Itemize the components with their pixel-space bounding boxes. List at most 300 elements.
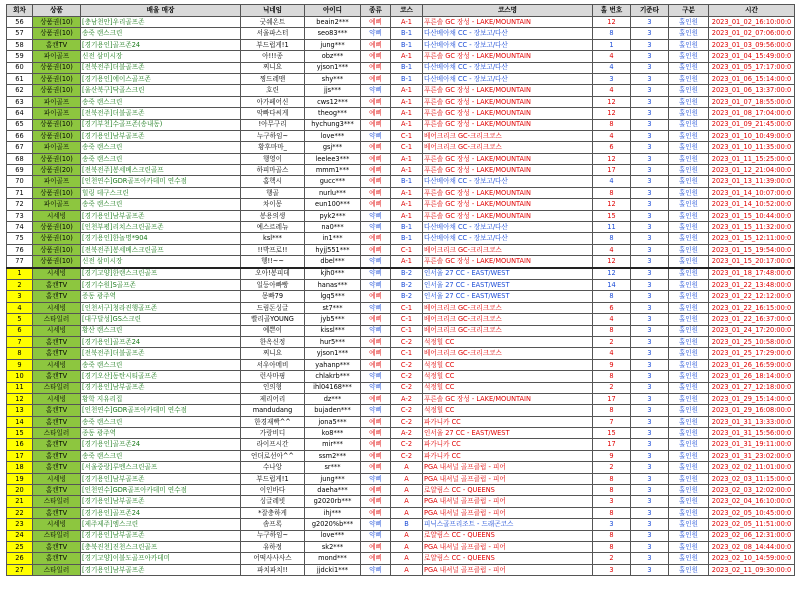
cell-course: A [391, 541, 423, 552]
cell-nickname: 런사마핑 [241, 371, 305, 382]
cell-time: 2023_01_15_12:11:00:0 [709, 233, 795, 244]
cell-course-name: PGA 내셔널 골프클럽 - 피어 [423, 496, 593, 507]
cell-user-id: seo83*** [305, 28, 361, 39]
cell-category: 홀인원 [669, 108, 709, 119]
cell-par: 3 [631, 268, 669, 280]
cell-product: 스타일러 [33, 314, 81, 325]
cell-course: A [391, 530, 423, 541]
cell-par: 3 [631, 348, 669, 359]
cell-hole-number: 12 [593, 108, 631, 119]
cell-par: 3 [631, 108, 669, 119]
cell-course: A [391, 496, 423, 507]
cell-nickname: 누구하임~ [241, 130, 305, 141]
cell-time: 2023_01_02_07:06:00:0 [709, 28, 795, 39]
cell-course: C-2 [391, 382, 423, 393]
cell-course-name: 푸른솔 GC 장성 - LAKE/MOUNTAIN [423, 165, 593, 176]
cell-user-id: obz*** [305, 51, 361, 62]
cell-par: 3 [631, 17, 669, 28]
cell-time: 2023_01_10_11:35:00:0 [709, 142, 795, 153]
cell-hole-number: 3 [593, 564, 631, 575]
cell-store: [인천부평]리치스크린골프존 [81, 222, 241, 233]
cell-time: 2023_01_26_18:14:00:0 [709, 371, 795, 382]
header-par: 기준타 [631, 5, 669, 17]
cell-nickname: 봉용의생 [241, 210, 305, 221]
cell-round: 67 [7, 142, 33, 153]
cell-category: 홀인원 [669, 62, 709, 73]
cell-category: 홀인원 [669, 244, 709, 255]
table-row [7, 416, 795, 427]
cell-nickname: 행영이 [241, 153, 305, 164]
cell-round: 61 [7, 73, 33, 84]
cell-round: 9 [7, 359, 33, 370]
cell-course-name: 다산베아채 CC - 장보고/다산 [423, 39, 593, 50]
cell-round: 15 [7, 428, 33, 439]
header-store: 배울 매장 [81, 5, 241, 17]
cell-product: 홈캔TV [33, 450, 81, 461]
cell-time: 2023_01_22_16:37:00:0 [709, 314, 795, 325]
cell-category: 홀인원 [669, 382, 709, 393]
cell-product: 홈캔TV [33, 462, 81, 473]
cell-hole-number: 2 [593, 553, 631, 564]
cell-store: 송죽 랜스크린 [81, 416, 241, 427]
cell-hole-number: 6 [593, 302, 631, 313]
header-course-name: 코스명 [423, 5, 593, 17]
table-row [7, 428, 795, 439]
cell-nickname: 부드럽게!1 [241, 39, 305, 50]
cell-product: 상품권(10) [33, 256, 81, 268]
cell-par: 3 [631, 142, 669, 153]
cell-round: 23 [7, 519, 33, 530]
cell-type: 예삐 [361, 142, 391, 153]
cell-course: A-1 [391, 256, 423, 268]
cell-category: 홀인원 [669, 473, 709, 484]
table-row [7, 530, 795, 541]
cell-hole-number: 8 [593, 371, 631, 382]
cell-category: 홀인원 [669, 130, 709, 141]
cell-time: 2023_02_03_11:15:00:0 [709, 473, 795, 484]
cell-nickname: 유하정 [241, 541, 305, 552]
cell-store: [전북전주]봉세베스크린골프 [81, 165, 241, 176]
header-type: 종류 [361, 5, 391, 17]
cell-category: 홀인원 [669, 450, 709, 461]
cell-type: 약삐 [361, 279, 391, 290]
cell-product: 파이골프 [33, 176, 81, 187]
cell-product: 상품권(10) [33, 17, 81, 28]
cell-user-id: hanas*** [305, 279, 361, 290]
cell-category: 홀인원 [669, 485, 709, 496]
cell-par: 3 [631, 519, 669, 530]
cell-hole-number: 8 [593, 119, 631, 130]
cell-nickname: 아!!!종 [241, 51, 305, 62]
cell-type: 약삐 [361, 130, 391, 141]
cell-time: 2023_01_15_20:17:00:0 [709, 256, 795, 268]
cell-hole-number: 8 [593, 507, 631, 518]
cell-nickname: 찌니요 [241, 62, 305, 73]
cell-hole-number: 3 [593, 519, 631, 530]
cell-category: 홀인원 [669, 325, 709, 336]
cell-course: B-1 [391, 62, 423, 73]
cell-nickname: 어떡사사사스 [241, 553, 305, 564]
cell-course-name: 피닉스골프리조트 - 드래곤코스 [423, 519, 593, 530]
cell-course-name: 베어크리크 GC-크리크코스 [423, 325, 593, 336]
table-row [7, 256, 795, 268]
cell-nickname: 오아!봉피데 [241, 268, 305, 280]
cell-round: 5 [7, 314, 33, 325]
cell-course: B-2 [391, 279, 423, 290]
cell-hole-number: 3 [593, 496, 631, 507]
table-row [7, 382, 795, 393]
table-row [7, 450, 795, 461]
cell-time: 2023_01_04_15:49:00:0 [709, 51, 795, 62]
cell-user-id: eun100*** [305, 199, 361, 210]
cell-product: 스타일러 [33, 564, 81, 575]
cell-par: 3 [631, 485, 669, 496]
cell-hole-number: 11 [593, 222, 631, 233]
cell-store: [대구달성]GS스크린 [81, 314, 241, 325]
cell-course-name: 다산베아채 CC - 장보고/다산 [423, 62, 593, 73]
cell-time: 2023_01_10_10:49:00:0 [709, 130, 795, 141]
cell-category: 홀인원 [669, 176, 709, 187]
cell-nickname: 차이몽 [241, 199, 305, 210]
cell-hole-number: 12 [593, 268, 631, 280]
table-row [7, 348, 795, 359]
cell-type: 약삐 [361, 382, 391, 393]
cell-product: 홈캔TV [33, 291, 81, 302]
table-row [7, 279, 795, 290]
cell-course: A [391, 462, 423, 473]
cell-store: [경기고양]한랜스크린골프 [81, 268, 241, 280]
cell-course-name: 푸른솔 GC 장성 - LAKE/MOUNTAIN [423, 85, 593, 96]
cell-course: B-1 [391, 233, 423, 244]
cell-nickname: 싱글레빗 [241, 496, 305, 507]
cell-course: A [391, 507, 423, 518]
cell-user-id: hychung3*** [305, 119, 361, 130]
cell-store: [서울중랑]루멘스크린골프 [81, 462, 241, 473]
cell-nickname: mandudang [241, 405, 305, 416]
cell-round: 21 [7, 496, 33, 507]
cell-type: 예삐 [361, 51, 391, 62]
cell-product: 상품권(10) [33, 233, 81, 244]
cell-store: [경기용인]남부골프존 [81, 130, 241, 141]
cell-store: 황산 랜스크린 [81, 325, 241, 336]
hole-in-one-table [6, 4, 795, 576]
cell-nickname: 솜프록 [241, 519, 305, 530]
cell-round: 8 [7, 348, 33, 359]
cell-store: [경기용인]남부골프존 [81, 496, 241, 507]
cell-category: 홀인원 [669, 553, 709, 564]
cell-time: 2023_01_08_17:04:00:0 [709, 108, 795, 119]
cell-time: 2023_02_10_14:59:00:0 [709, 553, 795, 564]
cell-category: 홀인원 [669, 314, 709, 325]
cell-user-id: sk2*** [305, 541, 361, 552]
cell-hole-number: 14 [593, 279, 631, 290]
cell-category: 홀인원 [669, 119, 709, 130]
cell-user-id: dbel*** [305, 256, 361, 268]
cell-product: 홈캔TV [33, 371, 81, 382]
cell-round: 75 [7, 233, 33, 244]
table-row [7, 325, 795, 336]
cell-hole-number: 2 [593, 382, 631, 393]
table-row [7, 371, 795, 382]
cell-product: 시세빙 [33, 519, 81, 530]
cell-type: 예삐 [361, 336, 391, 347]
cell-product: 상품권(10) [33, 73, 81, 84]
cell-type: 예삐 [361, 496, 391, 507]
cell-time: 2023_02_04_16:10:00:0 [709, 496, 795, 507]
table-row [7, 85, 795, 96]
cell-par: 3 [631, 507, 669, 518]
cell-course: A [391, 564, 423, 575]
cell-user-id: ko8*** [305, 428, 361, 439]
cell-round: 65 [7, 119, 33, 130]
table-row [7, 165, 795, 176]
cell-course-name: 푸른솔 GC 장성 - LAKE/MOUNTAIN [423, 51, 593, 62]
cell-course-name: 푸른솔 GC 장성 - LAKE/MOUNTAIN [423, 108, 593, 119]
table-row [7, 291, 795, 302]
table-row [7, 405, 795, 416]
cell-par: 3 [631, 119, 669, 130]
cell-course: C-1 [391, 302, 423, 313]
cell-type: 약삐 [361, 405, 391, 416]
table-row [7, 73, 795, 84]
cell-par: 3 [631, 187, 669, 198]
cell-par: 3 [631, 222, 669, 233]
cell-round: 18 [7, 462, 33, 473]
cell-store: 송죽 랜스크린 [81, 450, 241, 461]
cell-course-name: 다산베아채 CC - 장보고/다산 [423, 28, 593, 39]
cell-user-id: jyb5*** [305, 314, 361, 325]
cell-category: 홀인원 [669, 85, 709, 96]
cell-time: 2023_02_02_11:01:00:0 [709, 462, 795, 473]
cell-product: 홈캔TV [33, 416, 81, 427]
cell-par: 3 [631, 176, 669, 187]
cell-round: 63 [7, 96, 33, 107]
table-row [7, 485, 795, 496]
cell-category: 홀인원 [669, 336, 709, 347]
cell-round: 76 [7, 244, 33, 255]
cell-time: 2023_01_13_11:39:00:0 [709, 176, 795, 187]
cell-product: 홈캔TV [33, 485, 81, 496]
cell-time: 2023_01_31_13:33:00:0 [709, 416, 795, 427]
cell-product: 홈캔TV [33, 553, 81, 564]
cell-course-name: PGA 내셔널 골프클럽 - 피어 [423, 507, 593, 518]
cell-category: 홀인원 [669, 393, 709, 404]
cell-type: 예삐 [361, 541, 391, 552]
cell-time: 2023_01_26_16:59:00:0 [709, 359, 795, 370]
cell-time: 2023_02_08_14:44:00:0 [709, 541, 795, 552]
cell-store: [경기용인]골프존24 [81, 439, 241, 450]
cell-round: 66 [7, 130, 33, 141]
cell-store: [경기용인]골프존24 [81, 39, 241, 50]
cell-type: 예삐 [361, 462, 391, 473]
cell-store: [경기용인]에이스골프존 [81, 73, 241, 84]
cell-store: 송죽 랜스크린 [81, 96, 241, 107]
cell-product: 홈캔TV [33, 541, 81, 552]
cell-course: A [391, 485, 423, 496]
cell-course-name: 인서울 27 CC - EAST/WEST [423, 428, 593, 439]
cell-product: 홈캔TV [33, 279, 81, 290]
cell-course-name: 베어크리크 GC-크리크코스 [423, 348, 593, 359]
cell-round: 60 [7, 62, 33, 73]
cell-round: 19 [7, 473, 33, 484]
cell-category: 홀인원 [669, 405, 709, 416]
cell-course: A-1 [391, 17, 423, 28]
cell-nickname: 예스르레뉴 [241, 222, 305, 233]
table-row [7, 222, 795, 233]
cell-product: 스타일러 [33, 382, 81, 393]
cell-user-id: pyk2*** [305, 210, 361, 221]
cell-type: 예삐 [361, 439, 391, 450]
cell-type: 예삐 [361, 199, 391, 210]
cell-user-id: love*** [305, 530, 361, 541]
table-row [7, 96, 795, 107]
cell-course: B-1 [391, 73, 423, 84]
cell-par: 3 [631, 564, 669, 575]
cell-user-id: gsj*** [305, 142, 361, 153]
cell-user-id: shy*** [305, 73, 361, 84]
table-row [7, 199, 795, 210]
cell-store: [인천연수]GDR골프아카데미 연수점 [81, 405, 241, 416]
table-row [7, 62, 795, 73]
cell-time: 2023_01_27_12:18:00:0 [709, 382, 795, 393]
cell-store: [전북전주]봉세베스크린골프 [81, 244, 241, 255]
cell-par: 3 [631, 73, 669, 84]
cell-nickname: 굿쉐온트 [241, 17, 305, 28]
cell-course-name: PGA 내셔널 골프클럽 - 피어 [423, 462, 593, 473]
cell-product: 상품권(10) [33, 222, 81, 233]
cell-course-name: 푸른솔 GC 장성 - LAKE/MOUNTAIN [423, 187, 593, 198]
cell-course-name: 인서울 27 CC - EAST/WEST [423, 268, 593, 280]
cell-time: 2023_01_25_10:58:00:0 [709, 336, 795, 347]
cell-product: 스타일러 [33, 530, 81, 541]
cell-category: 홀인원 [669, 199, 709, 210]
cell-type: 약삐 [361, 519, 391, 530]
cell-round: 16 [7, 439, 33, 450]
cell-course-name: 석정힐 CC [423, 359, 593, 370]
cell-course: C-1 [391, 244, 423, 255]
cell-nickname: 몽빠79 [241, 291, 305, 302]
cell-type: 약삐 [361, 256, 391, 268]
cell-user-id: kissl*** [305, 325, 361, 336]
header-round: 회차 [7, 5, 33, 17]
cell-category: 홀인원 [669, 73, 709, 84]
cell-round: 20 [7, 485, 33, 496]
cell-nickname: 일등아빠빵 [241, 279, 305, 290]
cell-category: 홀인원 [669, 51, 709, 62]
cell-product: 상품권(10) [33, 244, 81, 255]
cell-time: 2023_01_29_15:14:00:0 [709, 393, 795, 404]
cell-hole-number: 2 [593, 462, 631, 473]
table-row [7, 302, 795, 313]
cell-store: [경기용인]골프존24 [81, 336, 241, 347]
cell-type: 약삐 [361, 473, 391, 484]
cell-hole-number: 8 [593, 473, 631, 484]
cell-product: 시세빙 [33, 325, 81, 336]
cell-round: 68 [7, 153, 33, 164]
cell-nickname: 하피마골스 [241, 165, 305, 176]
cell-store: [경기용인]남부골프존 [81, 530, 241, 541]
cell-course: C-2 [391, 416, 423, 427]
table-row [7, 153, 795, 164]
cell-hole-number: 12 [593, 17, 631, 28]
cell-nickname: 한옥신정 [241, 336, 305, 347]
cell-course: C-1 [391, 348, 423, 359]
cell-round: 11 [7, 382, 33, 393]
cell-course: A [391, 553, 423, 564]
cell-hole-number: 12 [593, 256, 631, 268]
cell-hole-number: 17 [593, 393, 631, 404]
cell-par: 3 [631, 553, 669, 564]
cell-course-name: 인서울 27 CC - EAST/WEST [423, 279, 593, 290]
table-row [7, 314, 795, 325]
cell-type: 예삐 [361, 73, 391, 84]
cell-course: B [391, 519, 423, 530]
cell-par: 3 [631, 39, 669, 50]
cell-store: 송죽 랜스크린 [81, 28, 241, 39]
table-row [7, 496, 795, 507]
cell-round: 1 [7, 268, 33, 280]
cell-course: C-2 [391, 439, 423, 450]
cell-round: 56 [7, 17, 33, 28]
cell-course-name: PGA 내셔널 골프클럽 - 피어 [423, 473, 593, 484]
cell-par: 3 [631, 96, 669, 107]
cell-category: 홀인원 [669, 291, 709, 302]
cell-course-name: 베어크리크 GC-크리크코스 [423, 142, 593, 153]
cell-product: 파이골프 [33, 108, 81, 119]
cell-hole-number: 9 [593, 359, 631, 370]
cell-course: A-1 [391, 165, 423, 176]
cell-par: 3 [631, 244, 669, 255]
cell-category: 홀인원 [669, 165, 709, 176]
cell-category: 홀인원 [669, 96, 709, 107]
table-row [7, 28, 795, 39]
cell-course: A-1 [391, 187, 423, 198]
cell-store: [울산북구]닥골스크린 [81, 85, 241, 96]
cell-category: 홀인원 [669, 496, 709, 507]
cell-store: [경기오산]동탄시티골프존 [81, 371, 241, 382]
cell-course-name: 석정힐 CC [423, 405, 593, 416]
cell-course-name: 베어크리크 GC-크리크코스 [423, 314, 593, 325]
cell-product: 홈캔TV [33, 348, 81, 359]
cell-course: A-2 [391, 428, 423, 439]
cell-time: 2023_01_12_21:04:00:0 [709, 165, 795, 176]
cell-type: 예삐 [361, 507, 391, 518]
cell-user-id: cws12*** [305, 96, 361, 107]
cell-par: 3 [631, 302, 669, 313]
cell-round: 77 [7, 256, 33, 268]
cell-type: 예삐 [361, 428, 391, 439]
cell-course: A-1 [391, 85, 423, 96]
cell-hole-number: 8 [593, 325, 631, 336]
cell-course: B-2 [391, 268, 423, 280]
cell-category: 홀인원 [669, 302, 709, 313]
cell-type: 약삐 [361, 530, 391, 541]
cell-hole-number: 8 [593, 28, 631, 39]
cell-course-name: 베어크리크 GC-크리크코스 [423, 302, 593, 313]
cell-hole-number: 4 [593, 348, 631, 359]
cell-par: 3 [631, 541, 669, 552]
cell-par: 3 [631, 428, 669, 439]
cell-round: 57 [7, 28, 33, 39]
cell-product: 파이골프 [33, 199, 81, 210]
cell-store: 증동 광주역 [81, 291, 241, 302]
cell-hole-number: 3 [593, 73, 631, 84]
cell-type: 예삐 [361, 244, 391, 255]
cell-par: 3 [631, 28, 669, 39]
cell-type: 예삐 [361, 119, 391, 130]
header-hole-number: 홀 번호 [593, 5, 631, 17]
cell-store: [제주제주]엠스크린 [81, 519, 241, 530]
